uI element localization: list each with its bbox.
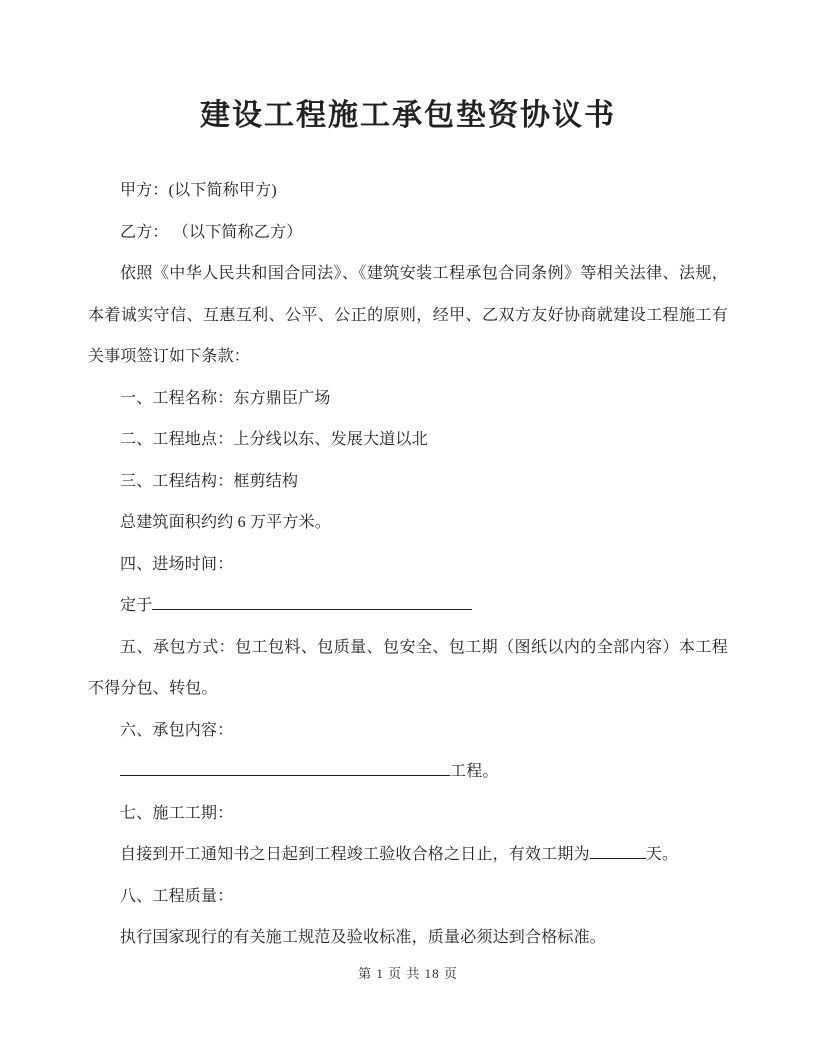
page-footer	[88, 965, 728, 983]
days-fill-blank-line	[590, 843, 646, 859]
content-fill-suffix: 工程。	[450, 763, 499, 780]
page-number-label: 第 1 页 共 18 页	[358, 965, 458, 981]
clause-6-contract-content: 六、承包内容：	[120, 721, 234, 739]
clause-8-quality-note: 执行国家现行的有关施工规范及验收标准，质量必须达到合格标准。	[120, 929, 607, 946]
clause-8-project-quality: 八、工程质量：	[120, 887, 234, 905]
clause-7-construction-period: 七、施工工期：	[120, 804, 234, 822]
clause-4-entry-time: 四、进场时间：	[120, 555, 234, 573]
content-fill-blank-line	[120, 760, 450, 776]
party-a-line: 甲方：(以下简称甲方)	[120, 182, 277, 199]
date-fill-prefix: 定于	[120, 597, 153, 614]
clause-2-project-location: 二、工程地点：上分线以东、发展大道以北	[120, 431, 428, 448]
clause-5-contract-mode: 五、承包方式：包工包料、包质量、包安全、包工期（图纸以内的全部内容）本工程不得分包、转包。	[88, 638, 728, 697]
period-text-after-blank: 天。	[645, 846, 679, 863]
clause-4-date-line	[88, 585, 728, 627]
date-fill-blank-line	[152, 594, 472, 610]
period-text-before-blank: 自接到开工通知书之日起到工程竣工验收合格之日止，有效工期为	[120, 846, 590, 863]
preamble-paragraph: 依照《中华人民共和国合同法》、《建筑安装工程承包合同条例》等相关法律、法规，本着诚实守信、互惠互利、公平、公正的原则，经甲、乙双方友好协商就建设工程施工有关事项签订如下条款：	[88, 265, 728, 365]
party-b-line: 乙方： （以下简称乙方）	[120, 223, 303, 241]
document-title: 建设工程施工承包垫资协议书	[200, 99, 616, 132]
clause-3-structure: 三、工程结构：框剪结构	[120, 472, 299, 490]
clause-6-content-fill-line	[88, 751, 728, 793]
clause-3-floor-area-note: 总建筑面积约约 6 万平方米。	[120, 514, 332, 531]
clause-1-project-name: 一、工程名称：东方鼎臣广场	[120, 389, 331, 407]
clause-7-period-detail-line	[88, 834, 728, 876]
